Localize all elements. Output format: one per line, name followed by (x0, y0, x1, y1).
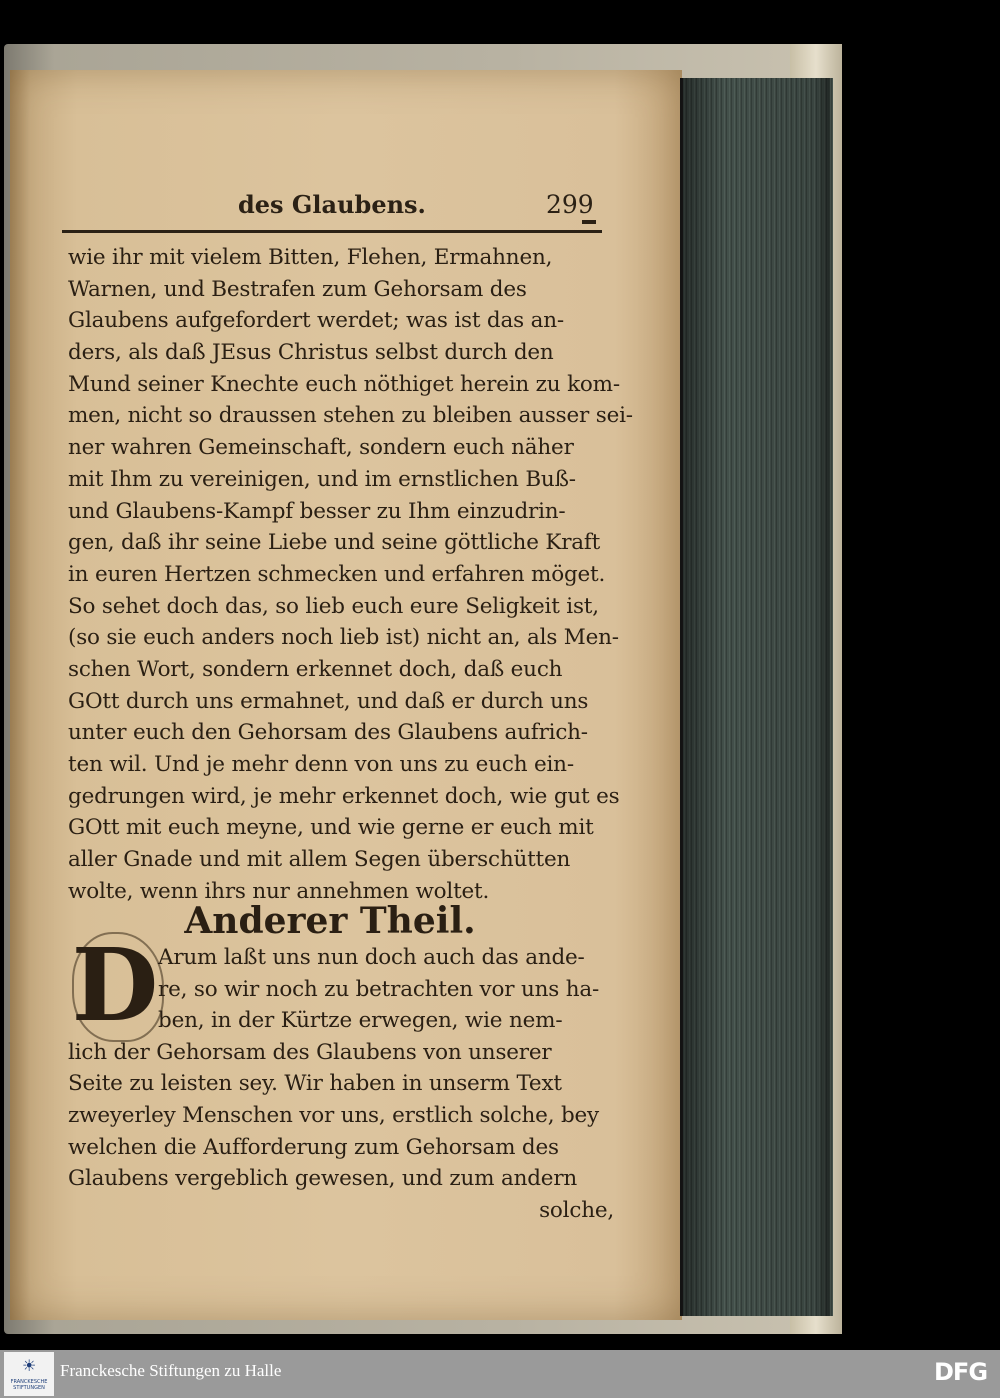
text-line: lich der Gehorsam des Glaubens von unserer (68, 1039, 552, 1065)
text-line: ner wahren Gemeinschaft, sondern euch näher (68, 435, 574, 461)
text-line: wie ihr mit vielem Bitten, Flehen, Ermahnen, (68, 245, 553, 270)
text-line: ders, als daß JEsus Christus selbst durch den (68, 340, 554, 366)
text-block-part1 (68, 242, 633, 907)
decorated-initial: D (71, 926, 159, 1044)
section-title: Anderer Theil. (184, 900, 476, 942)
text-line: re, so wir noch zu betrachten vor uns ha- (158, 976, 600, 1002)
text-line: gen, daß ihr seine Liebe und seine göttliche Kraft (68, 530, 601, 556)
text-line: wolte, wenn ihrs nur annehmen woltet. (68, 878, 490, 904)
text-line: aller Gnade und mit allem Segen überschütten (68, 847, 571, 873)
text-line: Seite zu leisten sey. Wir haben in unserm Text (68, 1071, 562, 1097)
text-line: Warnen, und Bestrafen zum Gehorsam des (68, 276, 527, 302)
text-line: men, nicht so draussen stehen zu bleiben ausser sei- (68, 403, 633, 429)
text-line: GOtt durch uns ermahnet, und daß er durch uns (68, 688, 589, 714)
page-header (68, 190, 608, 230)
page-edges-shadow (680, 78, 830, 1316)
dfg-logo[interactable]: DFG (934, 1358, 988, 1386)
text-line: GOtt mit euch meyne, und wie gerne er euch mit (68, 815, 594, 841)
sun-emblem-icon: ☀ (22, 1356, 37, 1375)
text-block-part2 (68, 942, 618, 1226)
logo-text: FRANCKESCHE STIFTUNGEN (10, 1379, 48, 1391)
institution-logo[interactable] (4, 1352, 54, 1396)
text-line: (so sie euch anders noch lieb ist) nicht an, als Men- (68, 625, 619, 651)
running-title: des Glaubens. (238, 190, 426, 219)
text-line: Glaubens vergeblich gewesen, und zum andern (68, 1166, 578, 1192)
text-line: gedrungen wird, je mehr erkennet doch, wie gut es (68, 783, 620, 809)
text-line: schen Wort, sondern erkennet doch, daß euch (68, 656, 563, 682)
header-rule (62, 230, 602, 233)
text-line: in euren Hertzen schmecken und erfahren möget. (68, 561, 606, 587)
text-line: Mund seiner Knechte euch nöthiget herein zu kom- (68, 371, 620, 397)
header-rule-ornament (582, 220, 596, 224)
text-line: Arum laßt uns nun doch auch das ande- (158, 945, 585, 970)
catchword: solche, (539, 1197, 614, 1223)
text-line: mit Ihm zu vereinigen, und im ernstlichen Buß- (68, 466, 576, 492)
text-line: Glaubens aufgefordert werdet; was ist das an- (68, 308, 564, 334)
page-number: 299 (546, 190, 594, 219)
text-line: zweyerley Menschen vor uns, erstlich solche, bey (68, 1102, 600, 1128)
institution-name: Franckesche Stiftungen zu Halle (60, 1361, 282, 1380)
text-line: unter euch den Gehorsam des Glaubens aufrich- (68, 720, 588, 746)
text-line: ben, in der Kürtze erwegen, wie nem- (158, 1008, 563, 1034)
text-line: welchen die Aufforderung zum Gehorsam des (68, 1134, 559, 1160)
text-line: So sehet doch das, so lieb euch eure Seligkeit ist, (68, 593, 599, 619)
text-line: und Glaubens-Kampf besser zu Ihm einzudrin- (68, 498, 566, 524)
book-page (10, 70, 682, 1320)
text-line: ten wil. Und je mehr denn von uns zu euch ein- (68, 752, 574, 777)
